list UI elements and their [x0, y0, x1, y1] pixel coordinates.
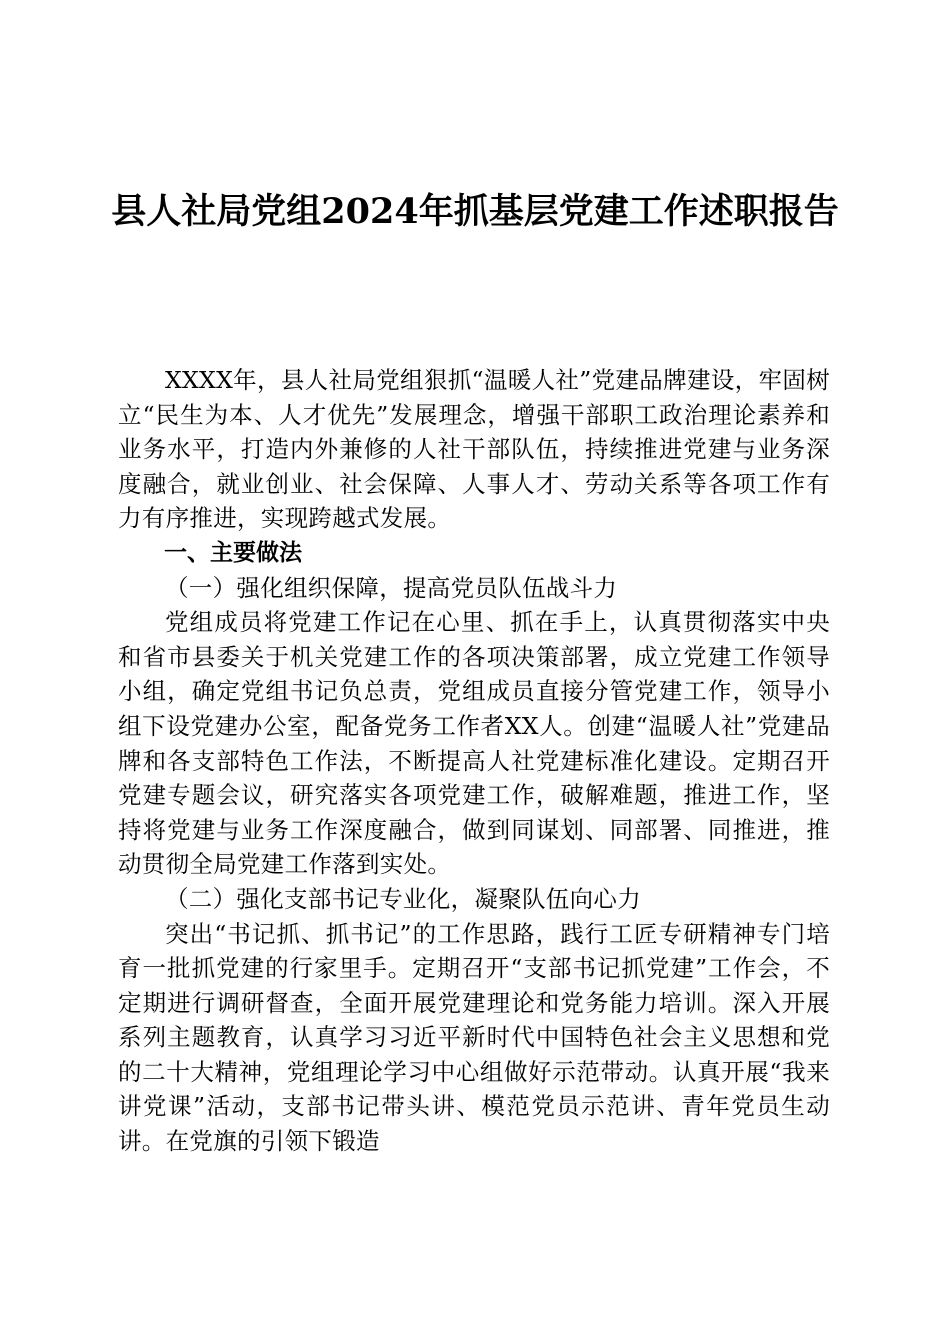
intro-paragraph: XXXX年，县人社局党组狠抓“温暖人社”党建品牌建设，牢固树立“民生为本、人才优先”发展理念，增强干部职工政治理论素养和业务水平，打造内外兼修的人社干部队伍，持续推进党建与业务深度融合，就业创业、社会保障、人事人才、劳动关系等各项工作有力有序推进，实现跨越式发展。: [118, 366, 830, 533]
subsection-1-paragraph: 党组成员将党建工作记在心里、抓在手上，认真贯彻落实中央和省市县委关于机关党建工作的各项决策部署，成立党建工作领导小组，确定党组书记负总责，党组成员直接分管党建工作，领导小组下设党建办公室，配备党务工作者XX人。创建“温暖人社”党建品牌和各支部特色工作法，不断提高人社党建标准化建设。定期召开党建专题会议，研究落实各项党建工作，破解难题，推进工作，坚持将党建与业务工作深度融合，做到同谋划、同部署、同推进，推动贯彻全局党建工作落到实处。: [118, 608, 830, 879]
subsection-2-paragraph: 突出“书记抓、抓书记”的工作思路，践行工匠专研精神专门培育一批抓党建的行家里手。定期召开“支部书记抓党建”工作会，不定期进行调研督查，全面开展党建理论和党务能力培训。深入开展系列主题教育，认真学习习近平新时代中国特色社会主义思想和党的二十大精神，党组理论学习中心组做好示范带动。认真开展“我来讲党课”活动，支部书记带头讲、模范党员示范讲、青年党员生动讲。在党旗的引领下锻造: [118, 919, 830, 1156]
document-title: 县人社局党组2024年抓基层党建工作述职报告: [111, 191, 839, 232]
document-body: [118, 363, 830, 1159]
section-heading-main-practices: 一、主要做法: [164, 539, 302, 566]
subsection-heading-1: （一）强化组织保障，提高党员队伍战斗力: [165, 573, 618, 602]
subsection-heading-2: （二）强化支部书记专业化，凝聚队伍向心力: [165, 884, 641, 913]
